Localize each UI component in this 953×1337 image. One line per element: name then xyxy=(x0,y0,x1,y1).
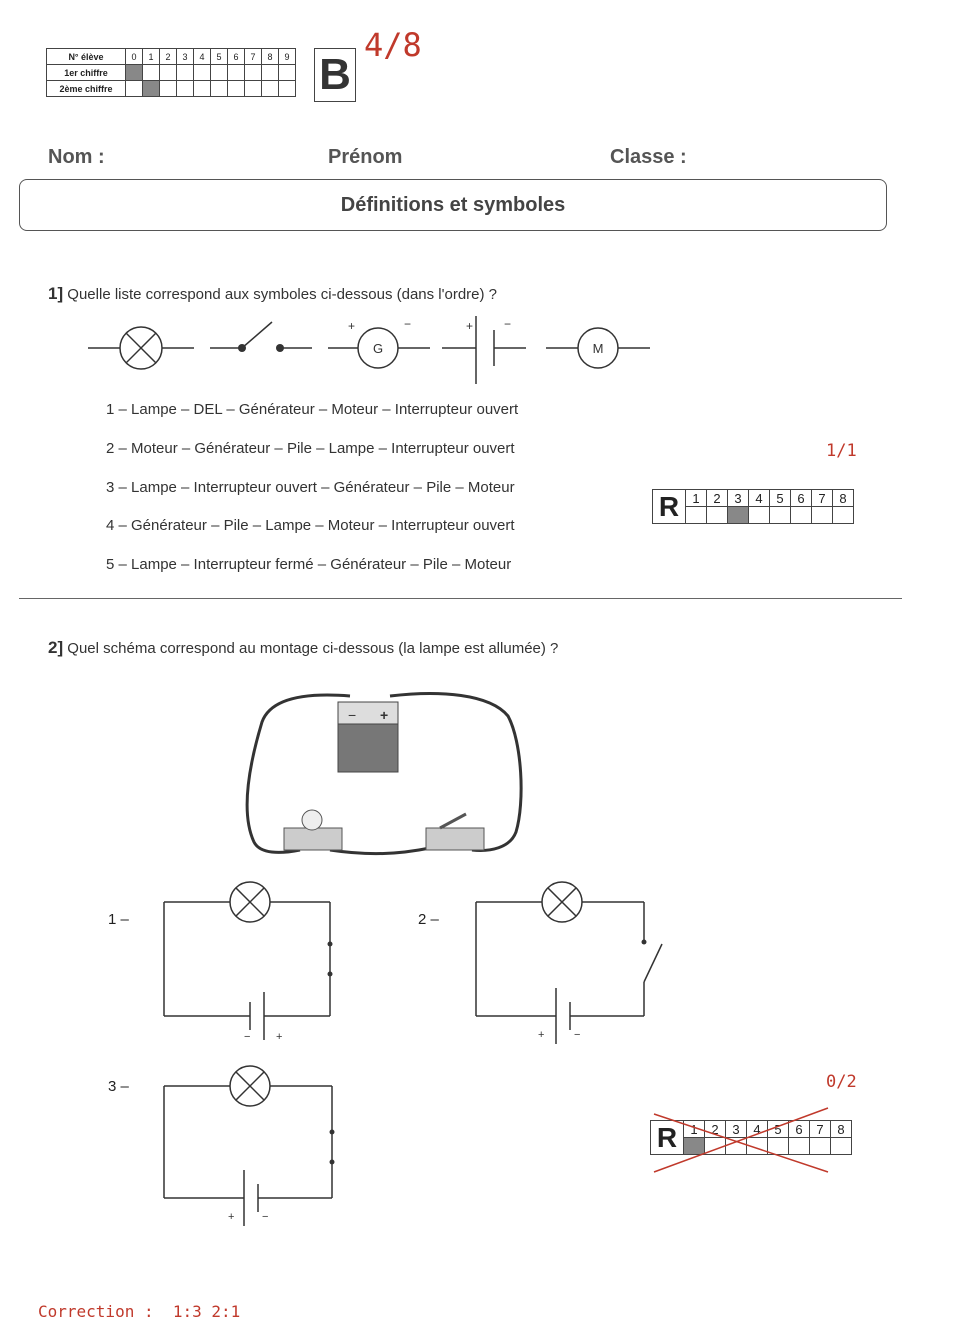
answer-number: 8 xyxy=(833,490,854,507)
switch-holder-icon xyxy=(426,814,484,850)
answer-number: 2 xyxy=(707,490,728,507)
digit-cell: 5 xyxy=(211,49,228,65)
answer-grid-q1 xyxy=(652,489,854,524)
minus-label: − xyxy=(262,1211,269,1223)
correction-note: Correction : 1:3 2:1 xyxy=(38,1302,241,1321)
circuit-photo xyxy=(240,682,530,862)
schema-2-diagram xyxy=(472,878,672,1048)
answer-number: 7 xyxy=(810,1121,831,1138)
question-2 xyxy=(48,638,558,658)
schema-3-label: 3 – xyxy=(108,1078,129,1095)
symbols-row xyxy=(80,312,660,388)
question-2-text: Quel schéma correspond au montage ci-dessous (la lampe est allumée) ? xyxy=(67,640,559,657)
prenom-label: Prénom xyxy=(328,146,403,168)
answer-number: 1 xyxy=(686,490,707,507)
option-1: 1 – Lampe – DEL – Générateur – Moteur – Interrupteur ouvert xyxy=(106,401,519,418)
svg-text:+: + xyxy=(380,707,389,723)
digit-cell: 2 xyxy=(160,49,177,65)
total-score: 4/8 xyxy=(364,26,422,64)
answer-number: 5 xyxy=(770,490,791,507)
section-divider xyxy=(19,598,902,599)
lamp-symbol xyxy=(88,327,194,369)
lamp-holder-icon xyxy=(284,810,342,850)
schema-2-label: 2 – xyxy=(418,911,439,928)
plus-label: + xyxy=(538,1029,545,1041)
answer-number: 3 xyxy=(728,490,749,507)
marked-cell xyxy=(126,65,143,81)
cell-symbol xyxy=(442,316,526,384)
minus-label: − xyxy=(504,317,512,331)
svg-text:−: − xyxy=(348,707,357,723)
digit-cell: 9 xyxy=(279,49,296,65)
title-box xyxy=(19,179,887,231)
answer-number: 1 xyxy=(684,1121,705,1138)
answer-number: 7 xyxy=(812,490,833,507)
answer-number: 4 xyxy=(747,1121,768,1138)
answer-number: 8 xyxy=(831,1121,852,1138)
option-2: 2 – Moteur – Générateur – Pile – Lampe – Interrupteur ouvert xyxy=(106,440,515,457)
question-1 xyxy=(48,284,497,304)
digit-cell: 8 xyxy=(262,49,279,65)
grid-label-second-digit: 2ème chiffre xyxy=(47,81,126,97)
digit-cell: 4 xyxy=(194,49,211,65)
schema-3-diagram xyxy=(160,1062,340,1232)
minus-label: − xyxy=(244,1031,251,1043)
page-title: Définitions et symboles xyxy=(340,194,566,216)
grid-label-first-digit: 1er chiffre xyxy=(47,65,126,81)
digit-cell: 7 xyxy=(245,49,262,65)
generator-label: G xyxy=(372,341,384,356)
answer-grid-letter: R xyxy=(651,1121,684,1155)
student-number-grid xyxy=(46,48,296,97)
digit-cell: 0 xyxy=(126,49,143,65)
option-4: 4 – Générateur – Pile – Lampe – Moteur – Interrupteur ouvert xyxy=(106,517,515,534)
digit-cell: 6 xyxy=(228,49,245,65)
option-5: 5 – Lampe – Interrupteur fermé – Générateur – Pile – Moteur xyxy=(106,556,512,573)
answer-grid-letter: R xyxy=(653,490,686,524)
plus-label: + xyxy=(466,319,474,333)
question-2-number: 2] xyxy=(48,638,64,657)
schema-1-diagram xyxy=(160,878,340,1048)
plus-label: + xyxy=(348,319,356,333)
class-letter-box: B xyxy=(314,48,356,102)
schema-1-label: 1 – xyxy=(108,911,129,928)
open-switch-symbol xyxy=(210,322,312,348)
question-2-score: 0/2 xyxy=(826,1072,857,1092)
option-3: 3 – Lampe – Interrupteur ouvert – Générateur – Pile – Moteur xyxy=(106,479,515,496)
marked-cell xyxy=(143,81,160,97)
answer-number: 3 xyxy=(726,1121,747,1138)
minus-label: − xyxy=(574,1029,581,1041)
marked-answer-cell xyxy=(728,507,749,524)
grid-label-eleve: N° élève xyxy=(47,49,126,65)
question-1-score: 1/1 xyxy=(826,441,857,461)
question-1-number: 1] xyxy=(48,284,64,303)
battery-icon xyxy=(338,702,398,772)
cross-out-mark xyxy=(650,1104,832,1176)
nom-label: Nom : xyxy=(48,146,105,168)
answer-number: 6 xyxy=(791,490,812,507)
answer-number: 4 xyxy=(749,490,770,507)
answer-number: 2 xyxy=(705,1121,726,1138)
digit-cell: 3 xyxy=(177,49,194,65)
answer-number: 6 xyxy=(789,1121,810,1138)
digit-cell: 1 xyxy=(143,49,160,65)
motor-label: M xyxy=(592,341,604,356)
question-1-text: Quelle liste correspond aux symboles ci-dessous (dans l'ordre) ? xyxy=(67,286,498,303)
answer-number: 5 xyxy=(768,1121,789,1138)
classe-label: Classe : xyxy=(610,146,687,168)
plus-label: + xyxy=(228,1211,235,1223)
minus-label: − xyxy=(404,317,412,331)
plus-label: + xyxy=(276,1031,283,1043)
